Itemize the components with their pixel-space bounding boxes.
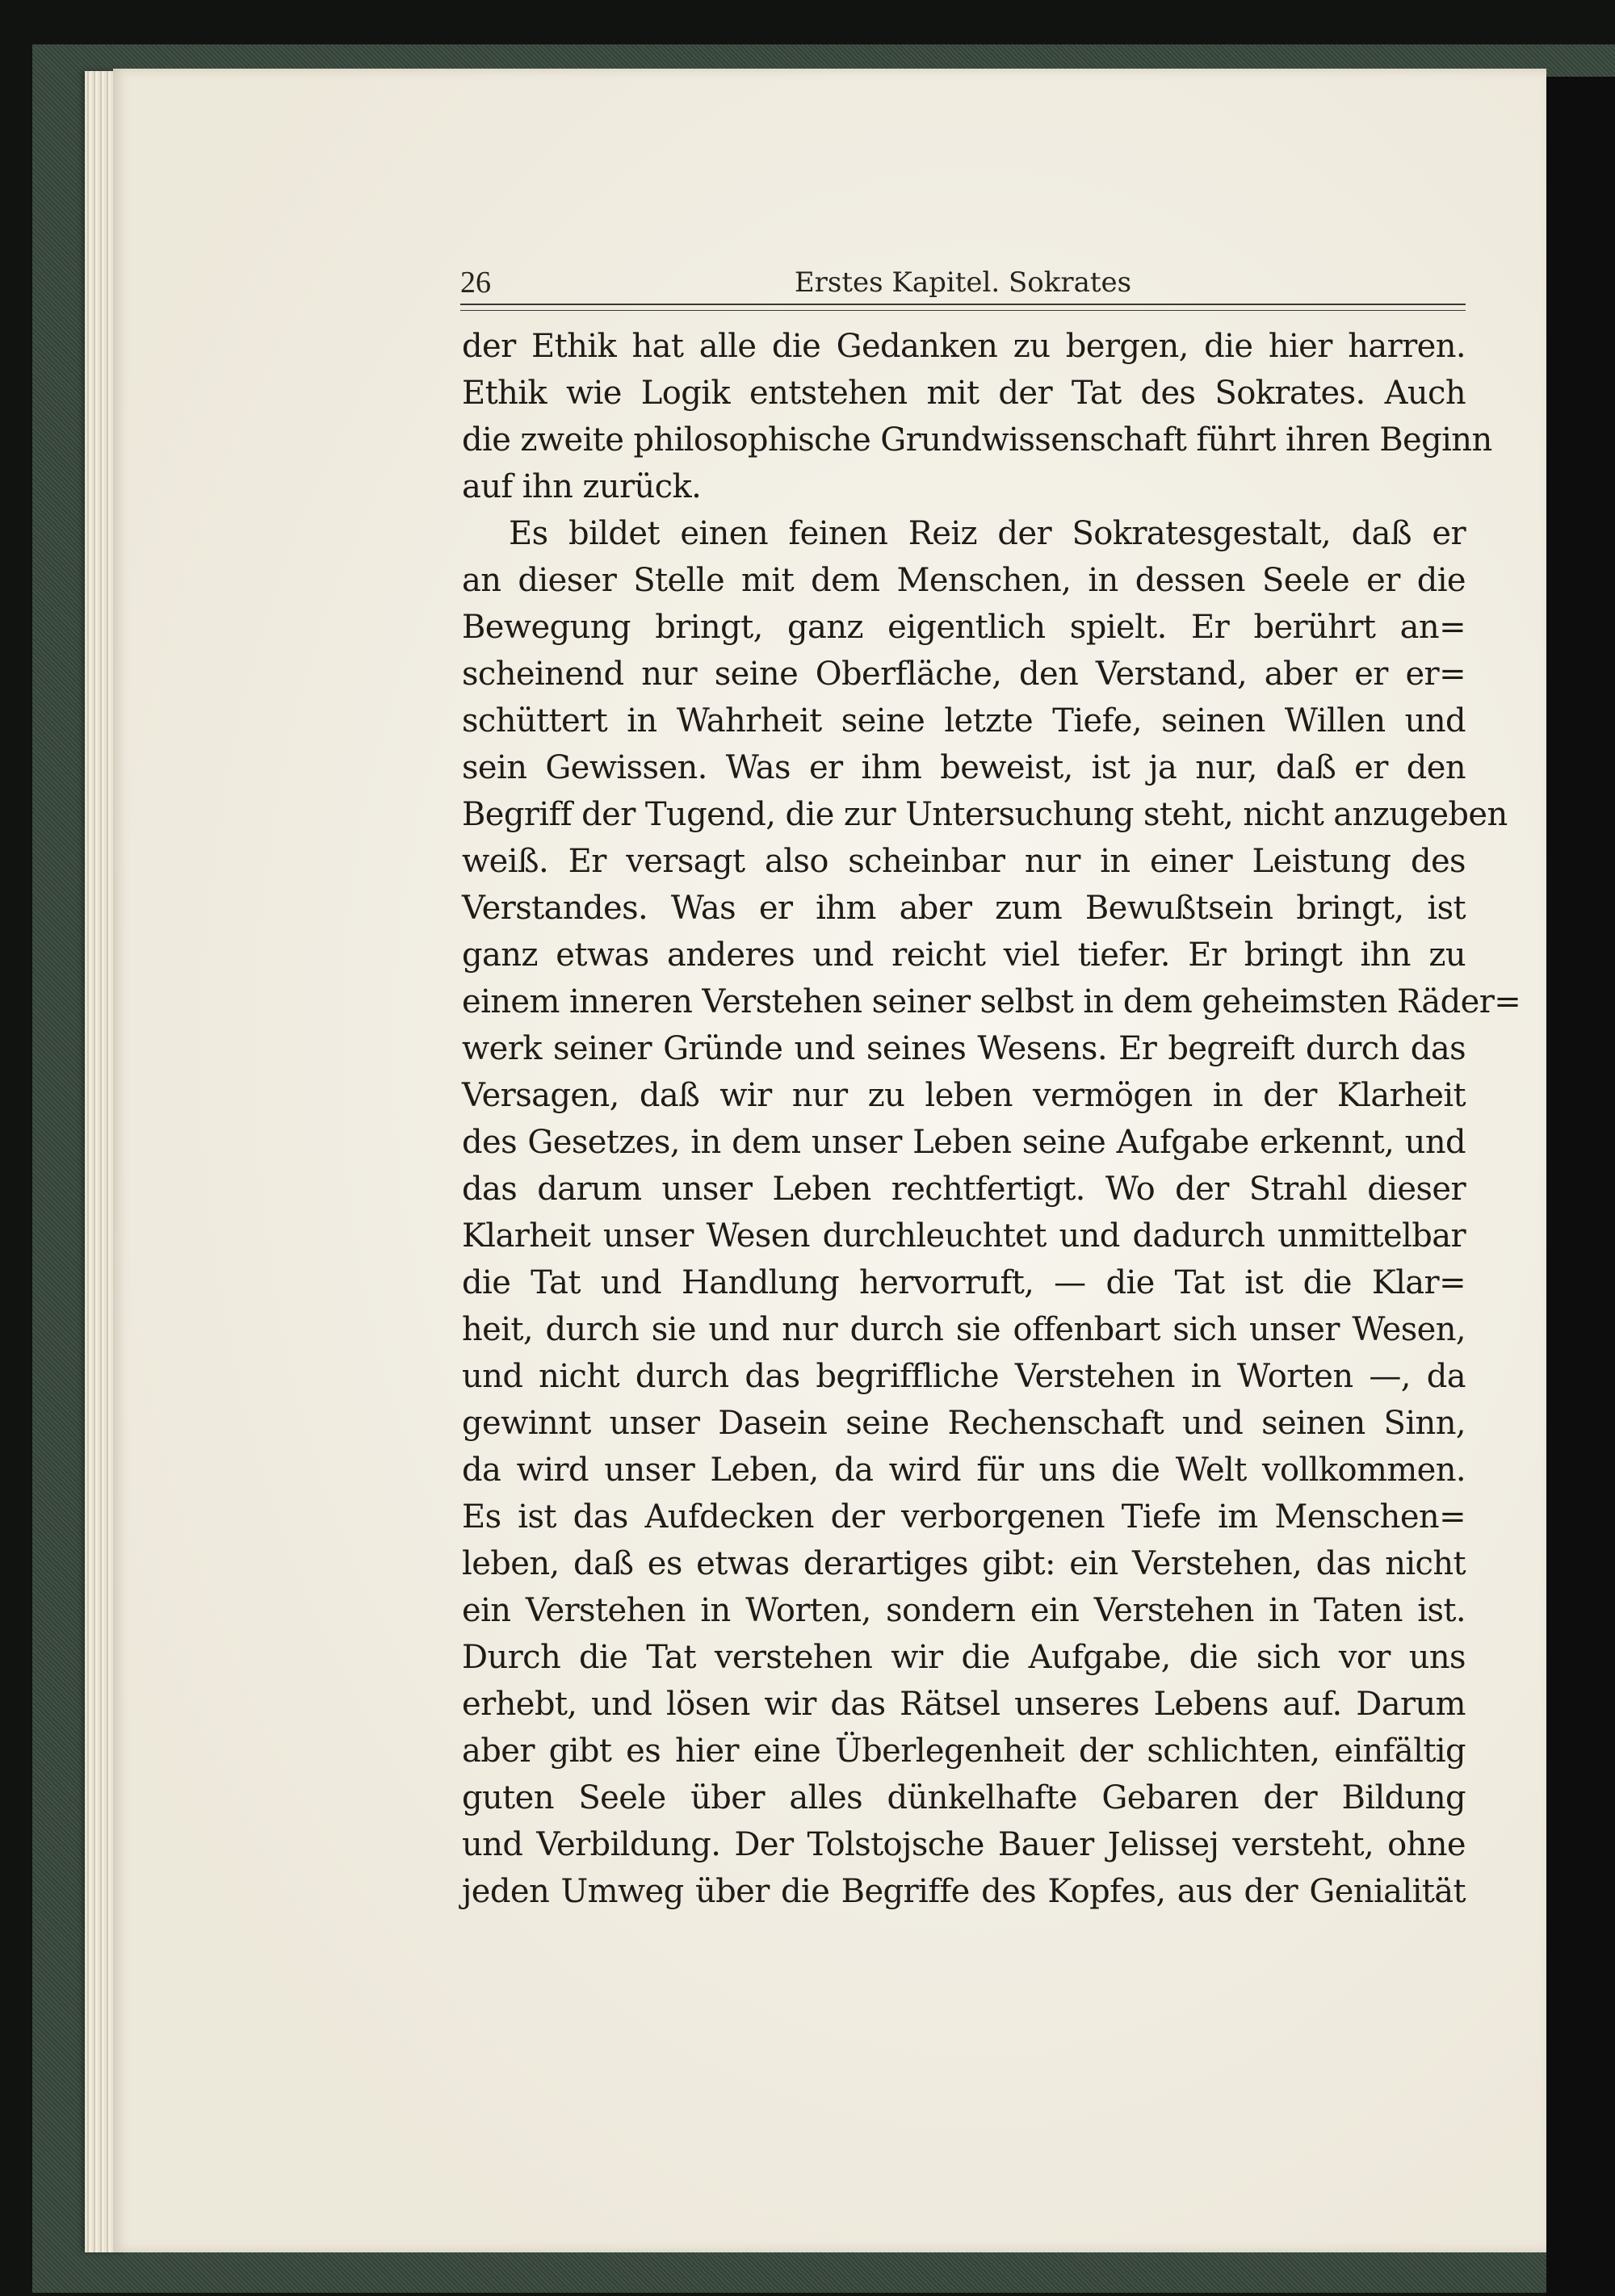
text-line: jeden Umweg über die Begriffe des Kopfes, aus der Genialität	[462, 1873, 1466, 1910]
text-line: Es ist das Aufdecken der verborgenen Tiefe im Menschen=	[462, 1498, 1466, 1536]
text-line: da wird unser Leben, da wird für uns die Welt vollkommen.	[462, 1452, 1466, 1489]
text-line: sein Gewissen. Was er ihm beweist, ist ja nur, daß er den	[462, 749, 1466, 786]
text-line: und Verbildung. Der Tolstojsche Bauer Jelissej versteht, ohne	[462, 1826, 1466, 1863]
text-line: des Gesetzes, in dem unser Leben seine Aufgabe erkennt, und	[462, 1124, 1466, 1161]
text-line: werk seiner Gründe und seines Wesens. Er begreift durch das	[462, 1030, 1466, 1067]
text-line: Klarheit unser Wesen durchleuchtet und dadurch unmittelbar	[462, 1217, 1466, 1255]
text-line: Bewegung bringt, ganz eigentlich spielt. Er berührt an=	[462, 609, 1466, 646]
text-line: ein Verstehen in Worten, sondern ein Verstehen in Taten ist.	[462, 1592, 1466, 1629]
text-line: Verstandes. Was er ihm aber zum Bewußtsein bringt, ist	[462, 890, 1466, 927]
header-rule	[460, 304, 1466, 311]
text-line: schüttert in Wahrheit seine letzte Tiefe, seinen Willen und	[462, 702, 1466, 739]
text-line: guten Seele über alles dünkelhafte Gebaren der Bildung	[462, 1779, 1466, 1816]
text-line: ganz etwas anderes und reicht viel tiefer. Er bringt ihn zu	[462, 936, 1466, 974]
page-header	[460, 258, 1466, 307]
text-line: Ethik wie Logik entstehen mit der Tat des Sokrates. Auch	[462, 375, 1466, 412]
text-line: leben, daß es etwas derartiges gibt: ein Verstehen, das nicht	[462, 1545, 1466, 1582]
text-line: der Ethik hat alle die Gedanken zu bergen, die hier harren.	[462, 328, 1466, 365]
text-line: das darum unser Leben rechtfertigt. Wo der Strahl dieser	[462, 1171, 1466, 1208]
text-line: weiß. Er versagt also scheinbar nur in einer Leistung des	[462, 843, 1466, 880]
text-line: die zweite philosophische Grundwissenschaft führt ihren Beginn	[462, 421, 1492, 459]
text-line: auf ihn zurück.	[462, 468, 702, 505]
text-line: Begriff der Tugend, die zur Untersuchung steht, nicht anzugeben	[462, 796, 1508, 833]
text-line: die Tat und Handlung hervorruft, — die Tat ist die Klar=	[462, 1264, 1466, 1301]
body-text	[462, 323, 1521, 1915]
page-number: 26	[460, 266, 491, 300]
running-head: Erstes Kapitel. Sokrates	[794, 266, 1132, 299]
text-line: scheinend nur seine Oberfläche, den Verstand, aber er er=	[462, 656, 1466, 693]
text-line: aber gibt es hier eine Überlegenheit der schlichten, einfältig	[462, 1732, 1466, 1770]
text-line: an dieser Stelle mit dem Menschen, in dessen Seele er die	[462, 562, 1466, 599]
text-line: Es bildet einen feinen Reiz der Sokratesgestalt, daß er	[509, 515, 1466, 552]
text-line: erhebt, und lösen wir das Rätsel unseres Lebens auf. Darum	[462, 1686, 1466, 1723]
text-line: heit, durch sie und nur durch sie offenbart sich unser Wesen,	[462, 1311, 1466, 1348]
text-line: Versagen, daß wir nur zu leben vermögen in der Klarheit	[462, 1077, 1466, 1114]
text-line: einem inneren Verstehen seiner selbst in dem geheimsten Räder=	[462, 983, 1521, 1020]
text-line: und nicht durch das begriffliche Verstehen in Worten —, da	[462, 1358, 1466, 1395]
text-line: gewinnt unser Dasein seine Rechenschaft und seinen Sinn,	[462, 1405, 1466, 1442]
text-line: Durch die Tat verstehen wir die Aufgabe, die sich vor uns	[462, 1639, 1466, 1676]
dark-background-edge	[1546, 77, 1615, 2296]
